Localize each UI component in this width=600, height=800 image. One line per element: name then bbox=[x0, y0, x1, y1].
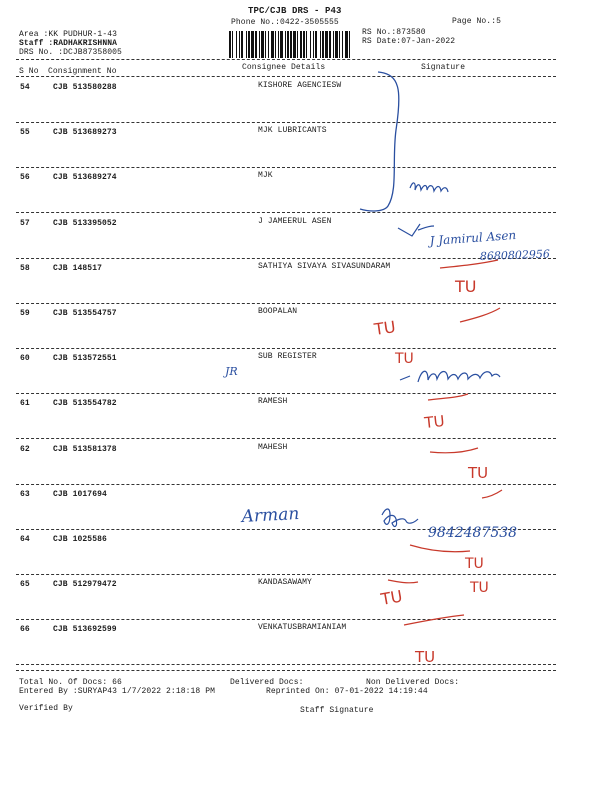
row58-underline bbox=[440, 260, 498, 268]
row-consignee-name: RAMESH bbox=[258, 397, 288, 406]
row-divider bbox=[16, 484, 556, 485]
row-serial-number: 62 bbox=[20, 445, 30, 454]
row-serial-number: 61 bbox=[20, 399, 30, 408]
row-consignment-number: CJB 513395052 bbox=[53, 219, 117, 228]
row58-tu-mark: TU bbox=[455, 277, 477, 296]
row63-stroke bbox=[482, 490, 502, 498]
row-divider bbox=[16, 212, 556, 213]
row-serial-number: 60 bbox=[20, 354, 30, 363]
row63-handwritten-phone: 9842487538 bbox=[428, 525, 518, 541]
row-consignment-number: CJB 1025586 bbox=[53, 535, 107, 544]
row60-signature bbox=[400, 371, 500, 382]
row-consignment-number: CJB 513554757 bbox=[53, 309, 117, 318]
row64-tu-mark: TU bbox=[465, 556, 484, 572]
entered-by: Entered By :SURYAP43 1/7/2022 2:18:18 PM bbox=[19, 687, 216, 696]
column-header-divider bbox=[16, 76, 556, 77]
total-docs: Total No. Of Docs: 66 bbox=[19, 678, 122, 687]
row-serial-number: 65 bbox=[20, 580, 30, 589]
row-consignment-number: CJB 513572551 bbox=[53, 354, 117, 363]
row-consignment-number: CJB 513554782 bbox=[53, 399, 117, 408]
row-consignment-number: CJB 148517 bbox=[53, 264, 103, 273]
row57-handwritten-name: J Jamirul Asen bbox=[429, 227, 517, 248]
row-consignment-number: CJB 513581378 bbox=[53, 445, 117, 454]
reprinted-on: Reprinted On: 07-01-2022 14:19:44 bbox=[266, 687, 428, 696]
row-consignee-name: KISHORE AGENCIESW bbox=[258, 81, 342, 90]
row60-jr-mark: JR bbox=[225, 365, 238, 378]
row-serial-number: 57 bbox=[20, 219, 30, 228]
row61-tu-mark: TU bbox=[423, 411, 446, 432]
col-signature: Signature bbox=[421, 63, 466, 72]
page-number: Page No.:5 bbox=[452, 17, 502, 26]
phone-number: Phone No.:0422-3505555 bbox=[231, 18, 339, 27]
row-divider bbox=[16, 348, 556, 349]
row-serial-number: 64 bbox=[20, 535, 30, 544]
row63-signature bbox=[382, 509, 418, 526]
row-consignment-number: CJB 513692599 bbox=[53, 625, 117, 634]
row-consignment-number: CJB 1017694 bbox=[53, 490, 107, 499]
staff-signature-label: Staff Signature bbox=[300, 706, 374, 715]
row-consignment-number: CJB 513580288 bbox=[53, 83, 117, 92]
row57-handwritten-phone: 8680802956 bbox=[479, 247, 551, 263]
row-serial-number: 54 bbox=[20, 83, 30, 92]
row59-tu-mark: TU bbox=[372, 317, 397, 339]
row65-tu-mark-2: TU bbox=[470, 580, 489, 596]
row62-stroke bbox=[430, 448, 478, 453]
row56-signature bbox=[410, 183, 448, 192]
footer-divider bbox=[16, 670, 556, 671]
row65-stroke bbox=[388, 580, 418, 583]
row64-stroke bbox=[410, 545, 470, 552]
row61-stroke bbox=[428, 394, 468, 400]
row60-tu-mark: TU bbox=[395, 351, 414, 367]
row-divider bbox=[16, 393, 556, 394]
row59-stroke bbox=[460, 308, 500, 322]
row-consignee-name: MJK bbox=[258, 171, 273, 180]
row62-tu-mark: TU bbox=[468, 464, 489, 482]
row57-signature-tick bbox=[398, 224, 434, 236]
rs-number: RS No.:873580 bbox=[362, 28, 426, 37]
non-delivered-docs: Non Delivered Docs: bbox=[366, 678, 460, 687]
row-consignee-name: MAHESH bbox=[258, 443, 288, 452]
delivered-docs: Delivered Docs: bbox=[230, 678, 304, 687]
row-divider bbox=[16, 167, 556, 168]
drs-number: DRS No. :DCJB87358005 bbox=[19, 48, 122, 57]
row-serial-number: 59 bbox=[20, 309, 30, 318]
row-consignment-number: CJB 512979472 bbox=[53, 580, 117, 589]
row66-stroke bbox=[404, 615, 464, 625]
row-divider bbox=[16, 619, 556, 620]
row-consignment-number: CJB 513689273 bbox=[53, 128, 117, 137]
row-serial-number: 55 bbox=[20, 128, 30, 137]
row-consignment-number: CJB 513689274 bbox=[53, 173, 117, 182]
row-divider bbox=[16, 664, 556, 665]
col-consignment: Consignment No bbox=[48, 67, 117, 76]
barcode-image bbox=[229, 31, 352, 58]
row63-handwritten-name: Arman bbox=[241, 504, 300, 527]
verified-by: Verified By bbox=[19, 704, 73, 713]
row-consignee-name: MJK LUBRICANTS bbox=[258, 126, 327, 135]
header-divider bbox=[16, 59, 556, 60]
row-serial-number: 66 bbox=[20, 625, 30, 634]
row-consignee-name: VENKATUSBRAMIANIAM bbox=[258, 623, 347, 632]
rs-date: RS Date:07-Jan-2022 bbox=[362, 37, 456, 46]
row-consignee-name: SUB REGISTER bbox=[258, 352, 317, 361]
col-sno: S No bbox=[19, 67, 39, 76]
row-divider bbox=[16, 529, 556, 530]
row-consignee-name: SATHIYA SIVAYA SIVASUNDARAM bbox=[258, 262, 391, 271]
row66-tu-mark: TU bbox=[415, 648, 436, 666]
row-consignee-name: KANDASAWAMY bbox=[258, 578, 312, 587]
row-serial-number: 56 bbox=[20, 173, 30, 182]
row65-tu-mark: TU bbox=[379, 586, 404, 609]
row-divider bbox=[16, 122, 556, 123]
row-serial-number: 58 bbox=[20, 264, 30, 273]
area-field: Area :KK PUDHUR-1-43 bbox=[19, 30, 118, 39]
row-divider bbox=[16, 258, 556, 259]
col-consignee: Consignee Details bbox=[242, 63, 326, 72]
staff-field: Staff :RADHAKRISHNNA bbox=[19, 39, 118, 48]
row-divider bbox=[16, 438, 556, 439]
brace-mark bbox=[360, 72, 399, 211]
row-serial-number: 63 bbox=[20, 490, 30, 499]
row-divider bbox=[16, 303, 556, 304]
row-consignee-name: BOOPALAN bbox=[258, 307, 298, 316]
doc-title: TPC/CJB DRS - P43 bbox=[248, 6, 342, 16]
row-divider bbox=[16, 574, 556, 575]
row-consignee-name: J JAMEERUL ASEN bbox=[258, 217, 332, 226]
